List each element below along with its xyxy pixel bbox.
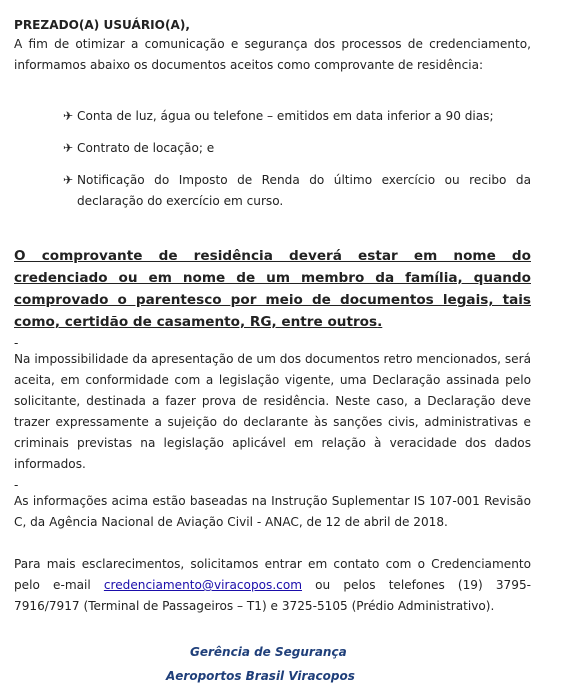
accepted-documents-list: [14, 106, 531, 212]
list-item-text: Notificação do Imposto de Renda do último exercício ou recibo da declaração do exercício em curso.: [77, 173, 531, 208]
separator-dash: -: [14, 336, 19, 350]
signature: [14, 640, 531, 688]
list-item-text: Contrato de locação; e: [77, 141, 215, 155]
document-body: [14, 16, 531, 688]
intro-paragraph: A fim de otimizar a comunicação e segurança dos processos de credenciamento, informamos abaixo os documentos aceitos como comprovante de residência:: [14, 37, 531, 72]
residence-notice: [14, 245, 531, 333]
contact-paragraph: [14, 554, 531, 617]
email-link[interactable]: credenciamento@viracopos.com: [103, 578, 303, 592]
airplane-icon: ✈: [63, 173, 74, 187]
notice-end: .: [377, 314, 383, 330]
airplane-icon: ✈: [63, 141, 74, 155]
contact-text-before: Para mais esclarecimentos, solicitamos entrar em contato com o Credenciamento pelo e-mail: [14, 557, 531, 592]
legal-basis-paragraph: As informações acima estão baseadas na Instrução Suplementar IS 107-001 Revisão C, da Agência Nacional de Aviação Civil - ANAC, de 12 de abril de 2018.: [14, 494, 531, 529]
list-item: [63, 106, 531, 127]
signature-company: Aeroportos Brasil Viracopos: [166, 669, 355, 683]
notice-text: O comprovante de residência deverá estar em nome do credenciado ou em nome de um membro da família, quando comprovado o parentesco por meio de documentos legais, tais como, certidão de casamento, RG, entre outros: [14, 248, 531, 330]
airplane-icon: ✈: [63, 109, 74, 123]
list-item: [63, 138, 531, 159]
signature-department: Gerência de Segurança: [190, 645, 347, 659]
separator-dash: -: [14, 478, 19, 492]
list-item-text: Conta de luz, água ou telefone – emitidos em data inferior a 90 dias;: [77, 109, 494, 123]
greeting: PREZADO(A) USUÁRIO(A),: [14, 18, 190, 32]
list-item: [63, 170, 531, 212]
impossibility-paragraph: Na impossibilidade da apresentação de um dos documentos retro mencionados, será aceita, em conformidade com a legislação vigente, uma Declaração assinada pelo solicitante, destinada a fazer prova de residência. Neste caso, a Declaração deve trazer expressamente a sujeição do declarante às sanções civis, administrativas e criminais previstas na legislação aplicável em relação à veracidade dos dados informados.: [14, 352, 531, 471]
contact-text-after: ou pelos telefones (19) 3795-7916/7917 (Terminal de Passageiros – T1) e 3725-5105 (Prédio Administrativo).: [14, 578, 531, 613]
